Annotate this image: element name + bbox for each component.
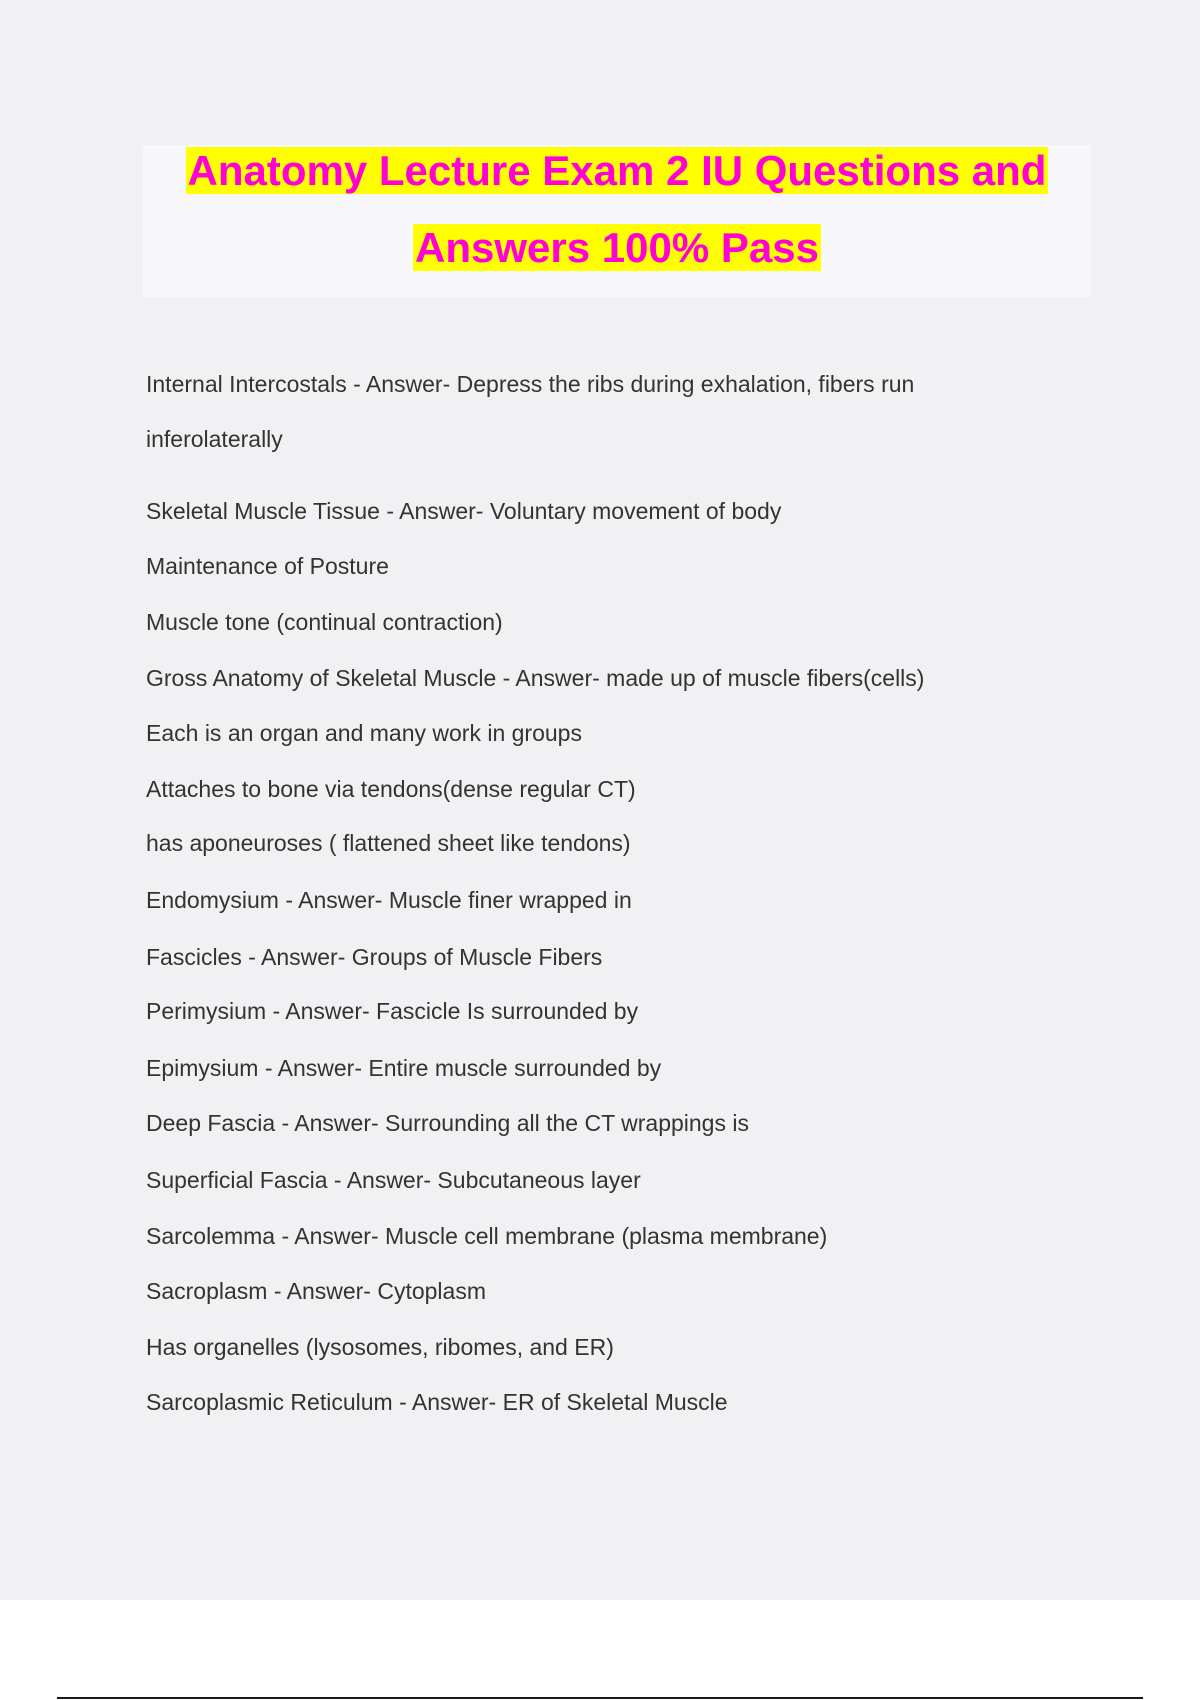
- qa-line: Deep Fascia - Answer- Surrounding all the CT wrappings is: [146, 1110, 749, 1136]
- qa-line: Maintenance of Posture: [146, 553, 389, 579]
- qa-line: Has organelles (lysosomes, ribomes, and ER): [146, 1334, 614, 1360]
- qa-line: Sarcoplasmic Reticulum - Answer- ER of Skeletal Muscle: [146, 1389, 728, 1415]
- qa-line: Sarcolemma - Answer- Muscle cell membrane (plasma membrane): [146, 1223, 828, 1249]
- qa-line: Gross Anatomy of Skeletal Muscle - Answer- made up of muscle fibers(cells): [146, 665, 925, 691]
- title-highlight-2: Answers 100% Pass: [415, 224, 819, 271]
- title-box: [143, 145, 1091, 297]
- qa-line: Superficial Fascia - Answer- Subcutaneous layer: [146, 1167, 641, 1193]
- page-divider: [57, 1697, 1143, 1699]
- qa-line: Fascicles - Answer- Groups of Muscle Fibers: [146, 944, 603, 970]
- qa-line: Muscle tone (continual contraction): [146, 609, 503, 635]
- qa-line: Internal Intercostals - Answer- Depress the ribs during exhalation, fibers run: [146, 371, 915, 397]
- qa-line: inferolaterally: [146, 426, 283, 452]
- title-highlight-1: Anatomy Lecture Exam 2 IU Questions and: [187, 147, 1047, 194]
- qa-line: has aponeuroses ( flattened sheet like tendons): [146, 830, 631, 856]
- qa-line: Perimysium - Answer- Fascicle Is surrounded by: [146, 998, 639, 1024]
- document-title-line-1: [143, 145, 1091, 197]
- document-title-line-2: [143, 222, 1091, 274]
- qa-line: Epimysium - Answer- Entire muscle surrounded by: [146, 1055, 662, 1081]
- qa-line: Sacroplasm - Answer- Cytoplasm: [146, 1278, 486, 1304]
- qa-line: Each is an organ and many work in groups: [146, 720, 582, 746]
- qa-line: Attaches to bone via tendons(dense regular CT): [146, 776, 636, 802]
- qa-line: Skeletal Muscle Tissue - Answer- Voluntary movement of body: [146, 498, 782, 524]
- qa-line: Endomysium - Answer- Muscle finer wrapped in: [146, 887, 632, 913]
